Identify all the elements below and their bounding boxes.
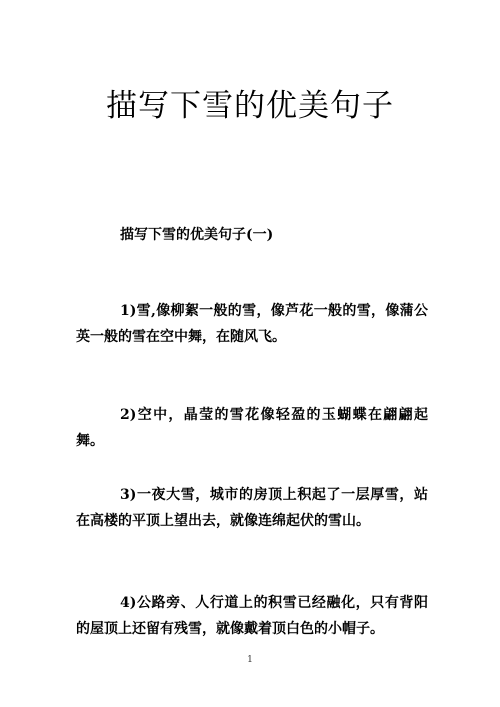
paragraph-2: 2)空中，晶莹的雪花像轻盈的玉蝴蝶在翩翩起舞。	[76, 407, 428, 449]
paragraph-1: 1)雪,像柳絮一般的雪，像芦花一般的雪，像蒲公英一般的雪在空中舞，在随风飞。	[76, 303, 428, 345]
paragraph-4: 4)公路旁、人行道上的积雪已经融化，只有背阳的屋顶上还留有残雪，就像戴着顶白色的小帽子。	[76, 595, 428, 637]
page-number: 1	[247, 655, 253, 665]
section-heading: 描写下雪的优美句子(一)	[120, 227, 274, 243]
paragraph-3: 3)一夜大雪，城市的房顶上积起了一层厚雪，站在高楼的平顶上望出去，就像连绵起伏的雪山。	[76, 487, 428, 529]
document-title: 描写下雪的优美句子	[106, 88, 394, 124]
